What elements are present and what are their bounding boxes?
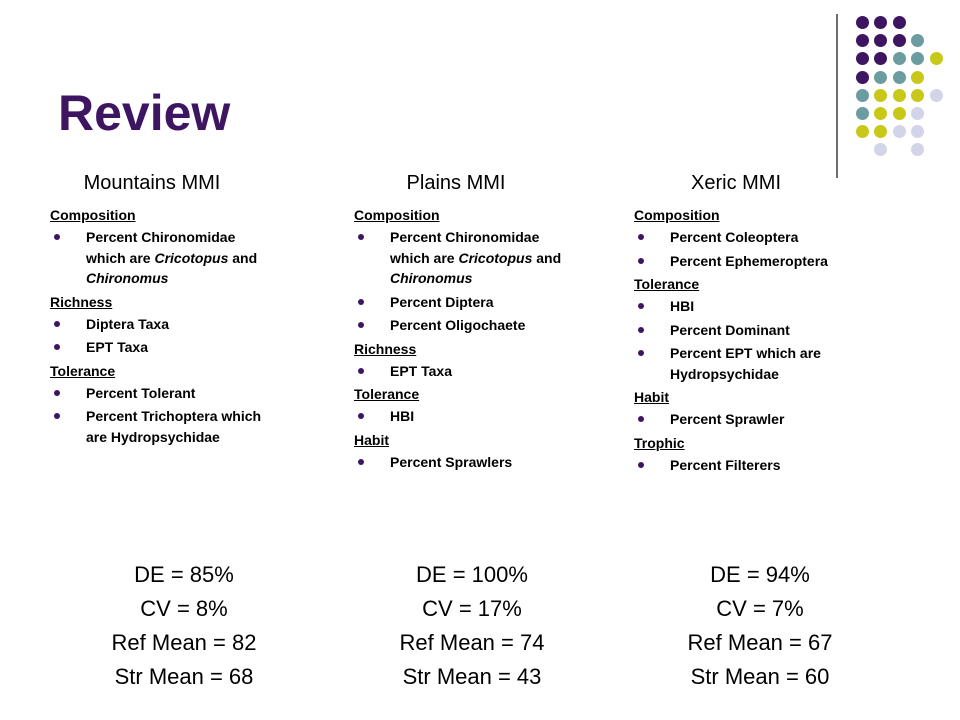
decorative-dot <box>874 107 887 120</box>
metric-text: Diptera Taxa <box>86 315 169 332</box>
bullet-icon <box>54 413 60 419</box>
taxon-name: Cricotopus <box>154 249 229 266</box>
metric-item <box>50 227 278 289</box>
metric-list <box>634 205 846 475</box>
metric-text: HBI <box>390 408 415 424</box>
metric-item <box>50 383 278 404</box>
cv-stat: CV = 17% <box>422 596 522 621</box>
bullet-icon <box>638 303 644 309</box>
decorative-dot <box>911 125 924 138</box>
bullet-icon <box>638 327 644 333</box>
de-stat: DE = 94% <box>710 562 810 587</box>
metric-item <box>634 320 846 341</box>
column-heading: Plains MMI <box>406 172 506 194</box>
decorative-dot <box>874 52 887 65</box>
metric-text: Percent Filterers <box>670 456 781 473</box>
decorative-dot <box>930 89 943 102</box>
decorative-dot <box>911 107 924 120</box>
metric-item <box>354 406 566 427</box>
decorative-dot <box>893 34 906 47</box>
metric-list <box>50 205 278 447</box>
section-label: Richness <box>50 293 113 310</box>
bullet-icon <box>638 350 644 356</box>
metric-text: Percent Trichoptera which are Hydropsychidae <box>86 408 262 445</box>
decorative-dot <box>911 89 924 102</box>
de-stat: DE = 100% <box>416 562 528 587</box>
section-label: Tolerance <box>354 386 420 402</box>
column-heading: Mountains MMI <box>83 172 221 194</box>
decorative-dot <box>856 107 869 120</box>
str-mean-stat: Str Mean = 68 <box>114 664 254 689</box>
bullet-icon <box>358 299 364 305</box>
bullet-icon <box>54 390 60 396</box>
metric-text: Percent Sprawler <box>670 411 785 427</box>
metric-item <box>354 361 566 382</box>
decorative-dot <box>874 71 887 84</box>
decorative-dot <box>930 52 943 65</box>
bullet-icon <box>54 344 60 350</box>
metric-text: Percent Coleoptera <box>670 229 799 245</box>
slide-title: Review <box>58 85 231 141</box>
decorative-dot <box>893 107 906 120</box>
metric-item <box>354 315 566 336</box>
column-heading: Xeric MMI <box>691 172 781 194</box>
section-label: Habit <box>354 431 389 448</box>
column-xeric <box>634 172 846 478</box>
column-plains <box>354 172 566 475</box>
decorative-dot <box>856 34 869 47</box>
metric-text: Percent Ephemeroptera <box>670 252 828 269</box>
metric-item <box>634 455 846 476</box>
taxon-name: Chironomus <box>86 270 169 286</box>
bullet-icon <box>358 322 364 328</box>
metric-text: Percent Chironomidae which are <box>86 229 236 266</box>
decorative-dot <box>874 125 887 138</box>
metric-text: HBI <box>670 298 695 314</box>
decorative-dot <box>856 16 869 29</box>
decorative-dot <box>911 143 924 156</box>
bullet-icon <box>638 416 644 422</box>
decorative-dot <box>856 89 869 102</box>
metric-text: Percent Oligochaete <box>390 317 526 333</box>
decorative-dot <box>856 71 869 84</box>
section-label: Composition <box>354 207 440 223</box>
column-mountains <box>50 172 278 450</box>
ref-mean-stat: Ref Mean = 82 <box>111 630 257 655</box>
metric-text: and <box>532 249 562 266</box>
decorative-dot <box>874 16 887 29</box>
metric-text: and <box>228 249 258 266</box>
metric-item <box>50 406 278 447</box>
bullet-icon <box>638 462 644 468</box>
bullet-icon <box>638 234 644 240</box>
metric-text: Percent Dominant <box>670 321 790 338</box>
section-label: Composition <box>50 207 136 223</box>
metric-text: Percent Sprawlers <box>390 453 513 470</box>
metric-item <box>354 227 566 289</box>
decorative-dot <box>874 34 887 47</box>
taxon-name: Cricotopus <box>458 249 533 266</box>
bullet-icon <box>358 413 364 419</box>
decorative-dot <box>911 71 924 84</box>
bullet-icon <box>54 234 60 240</box>
metric-item <box>634 296 846 317</box>
metric-text: Percent Chironomidae which are <box>390 229 540 266</box>
str-mean-stat: Str Mean = 60 <box>690 664 830 689</box>
bullet-icon <box>358 368 364 374</box>
ref-mean-stat: Ref Mean = 74 <box>399 630 545 655</box>
de-stat: DE = 85% <box>134 562 234 587</box>
section-label: Trophic <box>634 434 685 451</box>
metric-text: Percent EPT which are Hydropsychidae <box>670 345 821 382</box>
decorative-dot <box>874 89 887 102</box>
decorative-dot <box>911 34 924 47</box>
metric-item <box>634 227 846 248</box>
metric-item <box>634 343 846 384</box>
bullet-icon <box>54 321 60 327</box>
section-label: Tolerance <box>634 276 700 292</box>
metric-item <box>634 409 846 430</box>
metric-item <box>50 337 278 358</box>
bullet-icon <box>638 258 644 264</box>
stats-xeric <box>640 558 880 694</box>
decorative-dot <box>893 71 906 84</box>
decorative-dot <box>893 52 906 65</box>
decorative-dot <box>856 125 869 138</box>
bullet-icon <box>358 234 364 240</box>
metric-item <box>354 292 566 313</box>
section-label: Richness <box>354 340 417 357</box>
str-mean-stat: Str Mean = 43 <box>402 664 542 689</box>
decorative-dot <box>911 52 924 65</box>
bullet-icon <box>358 459 364 465</box>
ref-mean-stat: Ref Mean = 67 <box>687 630 833 655</box>
decorative-dot <box>893 89 906 102</box>
section-label: Tolerance <box>50 362 116 379</box>
metric-item <box>354 452 566 473</box>
section-label: Habit <box>634 389 669 405</box>
decorative-dot <box>893 125 906 138</box>
decorative-dot <box>856 52 869 65</box>
taxon-name: Chironomus <box>390 270 473 286</box>
metric-list <box>354 205 566 472</box>
cv-stat: CV = 8% <box>140 596 228 621</box>
metric-item <box>634 251 846 272</box>
cv-stat: CV = 7% <box>716 596 804 621</box>
metric-text: Percent Diptera <box>390 293 494 310</box>
divider-line <box>836 14 838 178</box>
stats-plains <box>352 558 592 694</box>
metric-text: EPT Taxa <box>390 362 452 379</box>
metric-item <box>50 314 278 335</box>
metric-text: Percent Tolerant <box>86 384 196 401</box>
stats-mountains <box>64 558 304 694</box>
decorative-dot <box>893 16 906 29</box>
metric-text: EPT Taxa <box>86 339 148 355</box>
section-label: Composition <box>634 207 720 223</box>
decorative-dot <box>874 143 887 156</box>
